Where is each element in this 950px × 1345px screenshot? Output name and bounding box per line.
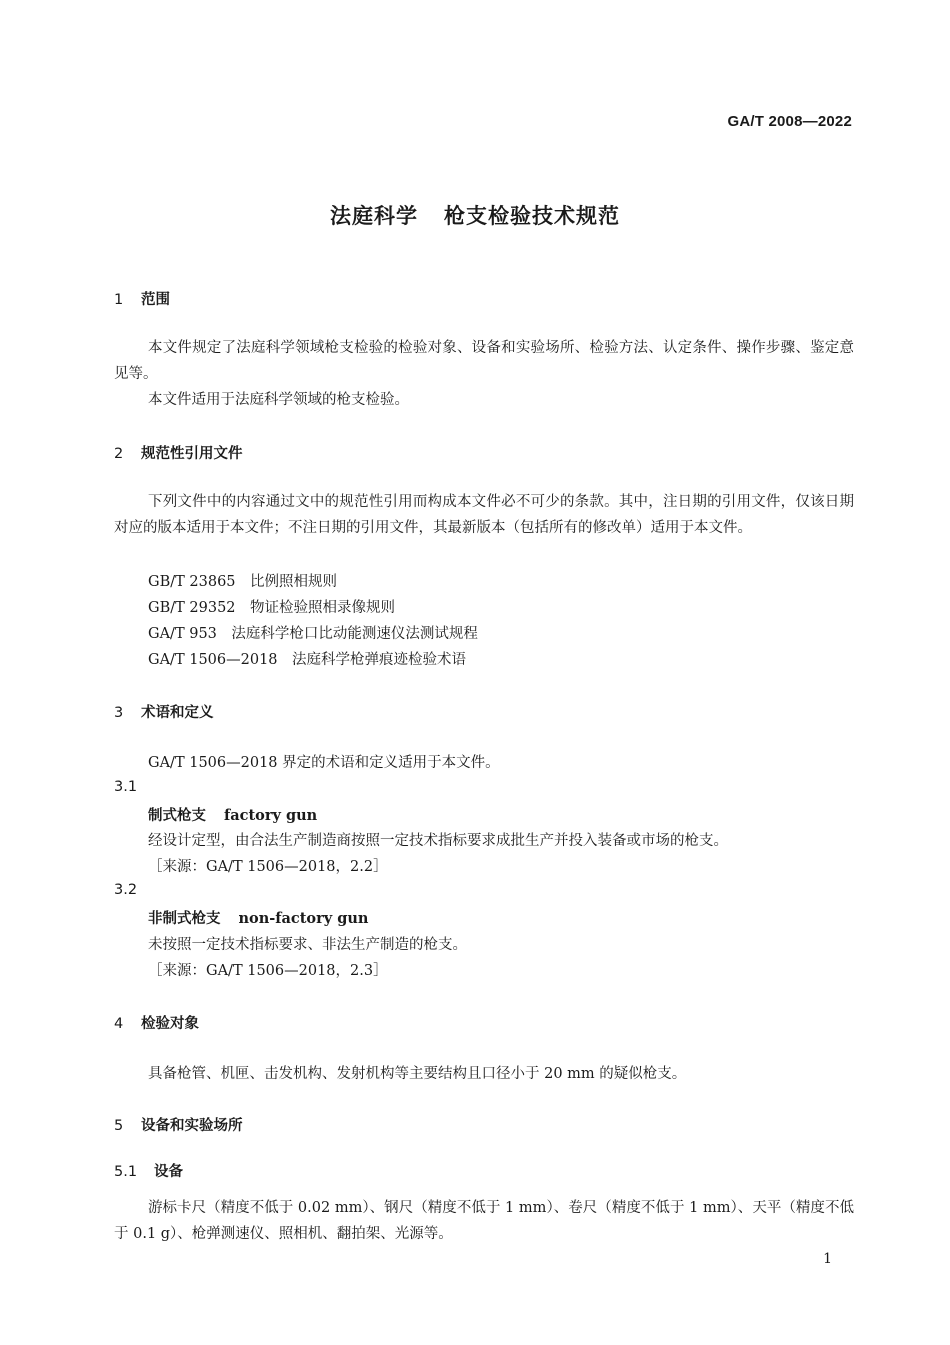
term-3-2-number: 3.2 — [114, 882, 138, 898]
reference-item: GA/T 1506—2018 法庭科学枪弹痕迹检验术语 — [148, 652, 467, 668]
term-3-1-title: 制式枪支 factory gun — [148, 807, 318, 824]
term-3-2-definition: 未按照一定技术指标要求、非法生产制造的枪支。 — [148, 937, 467, 953]
term-3-2-source: ［来源：GA/T 1506—2018，2.3］ — [148, 963, 388, 979]
section-2-paragraph-1: 下列文件中的内容通过文中的规范性引用而构成本文件必不可少的条款。其中，注日期的引用文件，仅该日期对应的版本适用于本文件；不注日期的引用文件，其最新版本（包括所有的修改单）适用于本文件。 — [114, 494, 854, 536]
section-1-paragraph-2: 本文件适用于法庭科学领域的枪支检验。 — [148, 392, 409, 408]
section-5-1-paragraph-1: 游标卡尺（精度不低于 0.02 mm）、钢尺（精度不低于 1 mm）、卷尺（精度不低于 1 mm）、天平（精度不低于 0.1 g）、枪弹测速仪、照相机、翻拍架、光源等。 — [114, 1200, 854, 1242]
term-3-2-title: 非制式枪支 non-factory gun — [148, 910, 369, 927]
section-2-heading: 2 规范性引用文件 — [114, 446, 243, 462]
title-part-2: 枪支检验技术规范 — [444, 204, 620, 228]
section-5-heading: 5 设备和实验场所 — [114, 1118, 243, 1134]
section-1-heading: 1 范围 — [114, 292, 170, 308]
section-1-paragraph-1: 本文件规定了法庭科学领域枪支检验的检验对象、设备和实验场所、检验方法、认定条件、操作步骤、鉴定意见等。 — [114, 340, 854, 382]
reference-item: GB/T 23865 比例照相规则 — [148, 574, 338, 590]
standard-code: GA/T 2008—2022 — [727, 113, 852, 130]
title-part-1: 法庭科学 — [330, 204, 418, 228]
section-4-heading: 4 检验对象 — [114, 1016, 199, 1032]
reference-item: GB/T 29352 物证检验照相录像规则 — [148, 600, 396, 616]
document-title — [0, 200, 950, 230]
reference-item: GA/T 953 法庭科学枪口比动能测速仪法测试规程 — [148, 626, 478, 642]
term-3-1-number: 3.1 — [114, 779, 138, 795]
page-number: 1 — [823, 1251, 832, 1267]
section-5-1-heading: 5.1 设备 — [114, 1164, 183, 1180]
section-3-paragraph-1: GA/T 1506—2018 界定的术语和定义适用于本文件。 — [148, 755, 500, 771]
term-3-1-definition: 经设计定型，由合法生产制造商按照一定技术指标要求成批生产并投入装备或市场的枪支。 — [148, 833, 728, 849]
section-3-heading: 3 术语和定义 — [114, 705, 214, 721]
term-3-1-source: ［来源：GA/T 1506—2018，2.2］ — [148, 859, 388, 875]
section-4-paragraph-1: 具备枪管、机匣、击发机构、发射机构等主要结构且口径小于 20 mm 的疑似枪支。 — [148, 1066, 687, 1082]
